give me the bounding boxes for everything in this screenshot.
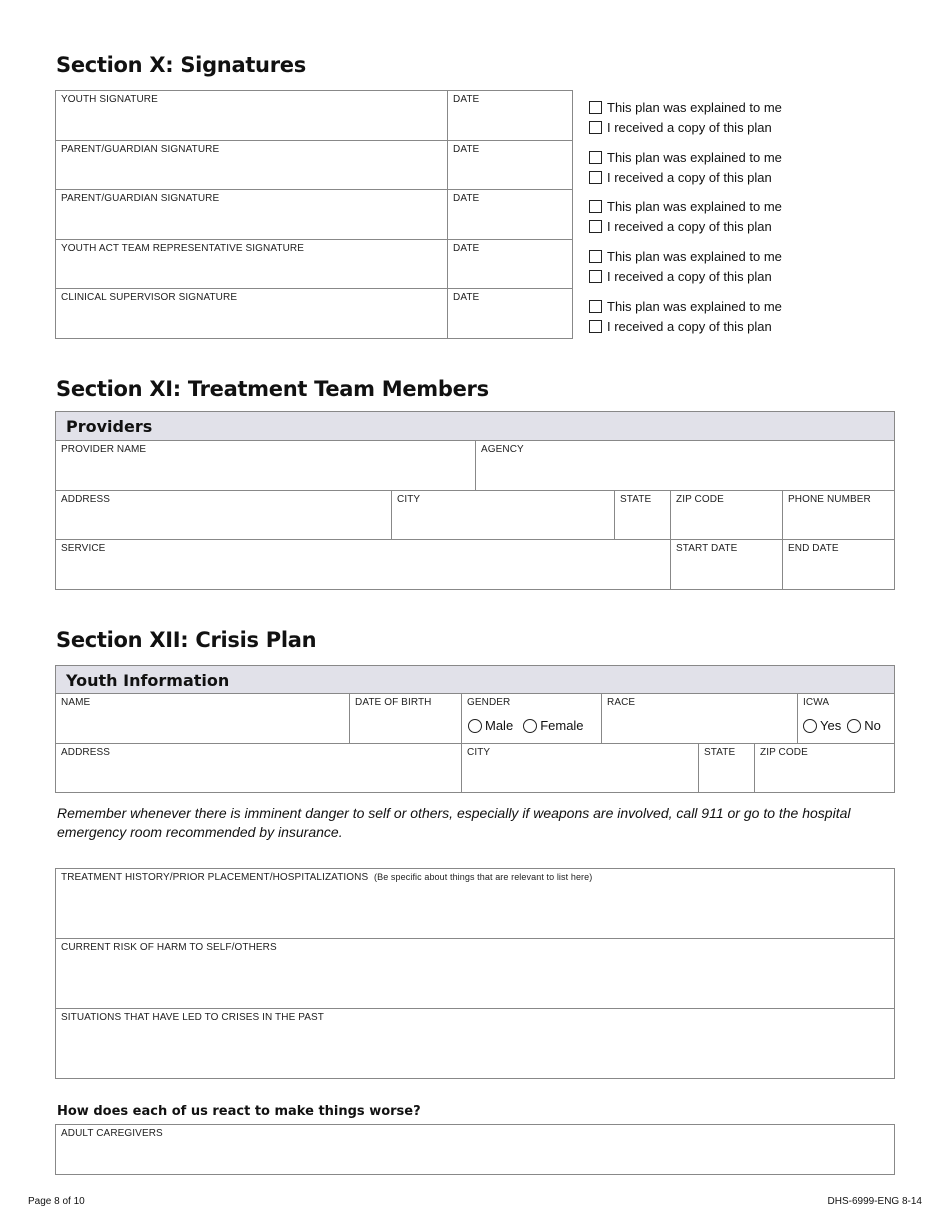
radio-circle-icon[interactable]: [468, 719, 482, 733]
checkbox-icon[interactable]: [589, 200, 602, 213]
service-input[interactable]: [60, 562, 666, 586]
end-date-field[interactable]: END DATE: [783, 540, 895, 590]
parent-guardian-signature-1-input[interactable]: [60, 162, 443, 186]
provider-state-field[interactable]: STATE: [615, 491, 671, 540]
current-risk-input[interactable]: [60, 981, 890, 1005]
date-of-birth-input[interactable]: [354, 716, 457, 740]
past-crisis-situations-field[interactable]: SITUATIONS THAT HAVE LED TO CRISES IN THE PAST: [56, 1009, 895, 1079]
youth-signature-date-input[interactable]: [452, 113, 568, 137]
youth-information-table: [55, 665, 895, 793]
clinical-supervisor-signature-input[interactable]: [60, 311, 443, 335]
signatures-table: [55, 90, 573, 339]
provider-name-field[interactable]: PROVIDER NAME: [56, 441, 476, 491]
parent-guardian-signature-2-input[interactable]: [60, 212, 443, 236]
checkbox-icon[interactable]: [589, 300, 602, 313]
youth-zip-input[interactable]: [759, 765, 890, 789]
act-team-received-copy-checkbox[interactable]: I received a copy of this plan: [589, 267, 772, 285]
react-question-heading: How does each of us react to make things worse?: [57, 1104, 421, 1119]
clinical-supervisor-signature-date-input[interactable]: [452, 311, 568, 335]
race-input[interactable]: [606, 716, 793, 740]
treatment-history-field[interactable]: [56, 869, 895, 939]
youth-address-field[interactable]: ADDRESS: [56, 744, 462, 793]
treatment-history-label: TREATMENT HISTORY/PRIOR PLACEMENT/HOSPITALIZATIONS: [61, 872, 369, 883]
checkbox-icon[interactable]: [589, 151, 602, 164]
date-of-birth-field[interactable]: DATE OF BIRTH: [350, 694, 462, 744]
service-field[interactable]: SERVICE: [56, 540, 671, 590]
youth-act-team-signature-input[interactable]: [60, 261, 443, 285]
icwa-yes-radio[interactable]: Yes: [803, 718, 841, 733]
crisis-history-table: [55, 868, 895, 1079]
youth-signature-date-field[interactable]: DATE: [448, 91, 573, 141]
provider-name-input[interactable]: [60, 463, 471, 487]
radio-circle-icon[interactable]: [523, 719, 537, 733]
end-date-input[interactable]: [787, 562, 890, 586]
youth-act-team-signature-date-input[interactable]: [452, 261, 568, 285]
gender-field: GENDER Male Female: [462, 694, 602, 744]
act-team-explained-checkbox[interactable]: This plan was explained to me: [589, 247, 782, 265]
supervisor-explained-checkbox[interactable]: This plan was explained to me: [589, 297, 782, 315]
radio-circle-icon[interactable]: [803, 719, 817, 733]
youth-signature-field[interactable]: YOUTH SIGNATURE: [56, 91, 448, 141]
parent-guardian-signature-2-date-input[interactable]: [452, 212, 568, 236]
provider-city-input[interactable]: [396, 512, 610, 536]
gender-male-radio[interactable]: Male: [468, 718, 513, 733]
youth-name-field[interactable]: NAME: [56, 694, 350, 744]
agency-input[interactable]: [480, 463, 890, 487]
provider-address-input[interactable]: [60, 512, 387, 536]
current-risk-field[interactable]: CURRENT RISK OF HARM TO SELF/OTHERS: [56, 939, 895, 1009]
provider-zip-input[interactable]: [675, 512, 778, 536]
checkbox-icon[interactable]: [589, 320, 602, 333]
parent-guardian-signature-1-date-field[interactable]: DATE: [448, 141, 573, 190]
youth-zip-field[interactable]: ZIP CODE: [755, 744, 895, 793]
parent1-received-copy-checkbox[interactable]: I received a copy of this plan: [589, 168, 772, 186]
youth-act-team-signature-date-field[interactable]: DATE: [448, 240, 573, 289]
section-xi-title: Section XI: Treatment Team Members: [56, 377, 489, 401]
checkbox-icon[interactable]: [589, 250, 602, 263]
section-x-title: Section X: Signatures: [56, 53, 306, 77]
provider-phone-input[interactable]: [787, 512, 890, 536]
gender-female-radio[interactable]: Female: [523, 718, 583, 733]
agency-field[interactable]: AGENCY: [476, 441, 895, 491]
youth-information-header: Youth Information: [56, 666, 895, 694]
provider-zip-field[interactable]: ZIP CODE: [671, 491, 783, 540]
parent2-explained-checkbox[interactable]: This plan was explained to me: [589, 197, 782, 215]
page-number: Page 8 of 10: [28, 1196, 85, 1207]
provider-address-field[interactable]: ADDRESS: [56, 491, 392, 540]
icwa-field: ICWA Yes No: [798, 694, 895, 744]
clinical-supervisor-signature-field[interactable]: CLINICAL SUPERVISOR SIGNATURE: [56, 289, 448, 339]
form-id: DHS-6999-ENG 8-14: [827, 1196, 922, 1207]
treatment-history-hint: (Be specific about things that are relevant to list here): [374, 872, 593, 882]
clinical-supervisor-signature-date-field[interactable]: DATE: [448, 289, 573, 339]
providers-table: [55, 411, 895, 590]
treatment-history-input[interactable]: [60, 911, 890, 935]
section-xii-title: Section XII: Crisis Plan: [56, 628, 317, 652]
icwa-no-radio[interactable]: No: [847, 718, 881, 733]
adult-caregivers-field[interactable]: ADULT CAREGIVERS: [55, 1124, 895, 1175]
youth-address-input[interactable]: [60, 765, 457, 789]
youth-explained-checkbox[interactable]: This plan was explained to me: [589, 98, 782, 116]
provider-state-input[interactable]: [619, 512, 666, 536]
checkbox-icon[interactable]: [589, 220, 602, 233]
checkbox-icon[interactable]: [589, 270, 602, 283]
checkbox-icon[interactable]: [589, 101, 602, 114]
start-date-input[interactable]: [675, 562, 778, 586]
race-field[interactable]: RACE: [602, 694, 798, 744]
emergency-note: Remember whenever there is imminent danger to self or others, especially if weapons are involved, call 911 or go to the hospital emergency room recommended by insurance.: [57, 805, 851, 840]
parent-guardian-signature-1-field[interactable]: PARENT/GUARDIAN SIGNATURE: [56, 141, 448, 190]
radio-circle-icon[interactable]: [847, 719, 861, 733]
providers-header: Providers: [56, 412, 895, 441]
supervisor-received-copy-checkbox[interactable]: I received a copy of this plan: [589, 317, 772, 335]
youth-act-team-signature-field[interactable]: YOUTH ACT TEAM REPRESENTATIVE SIGNATURE: [56, 240, 448, 289]
youth-signature-input[interactable]: [60, 113, 443, 137]
youth-city-field[interactable]: CITY: [462, 744, 699, 793]
youth-state-input[interactable]: [703, 765, 750, 789]
youth-received-copy-checkbox[interactable]: I received a copy of this plan: [589, 118, 772, 136]
youth-name-input[interactable]: [60, 716, 345, 740]
parent-guardian-signature-2-field[interactable]: PARENT/GUARDIAN SIGNATURE: [56, 190, 448, 240]
parent-guardian-signature-2-date-field[interactable]: DATE: [448, 190, 573, 240]
provider-city-field[interactable]: CITY: [392, 491, 615, 540]
youth-state-field[interactable]: STATE: [699, 744, 755, 793]
past-crisis-situations-input[interactable]: [60, 1051, 890, 1075]
start-date-field[interactable]: START DATE: [671, 540, 783, 590]
parent-guardian-signature-1-date-input[interactable]: [452, 162, 568, 186]
checkbox-icon[interactable]: [589, 121, 602, 134]
parent2-received-copy-checkbox[interactable]: I received a copy of this plan: [589, 217, 772, 235]
parent1-explained-checkbox[interactable]: This plan was explained to me: [589, 148, 782, 166]
checkbox-icon[interactable]: [589, 171, 602, 184]
provider-phone-field[interactable]: PHONE NUMBER: [783, 491, 895, 540]
adult-caregivers-input[interactable]: [60, 1147, 890, 1171]
youth-city-input[interactable]: [466, 765, 694, 789]
